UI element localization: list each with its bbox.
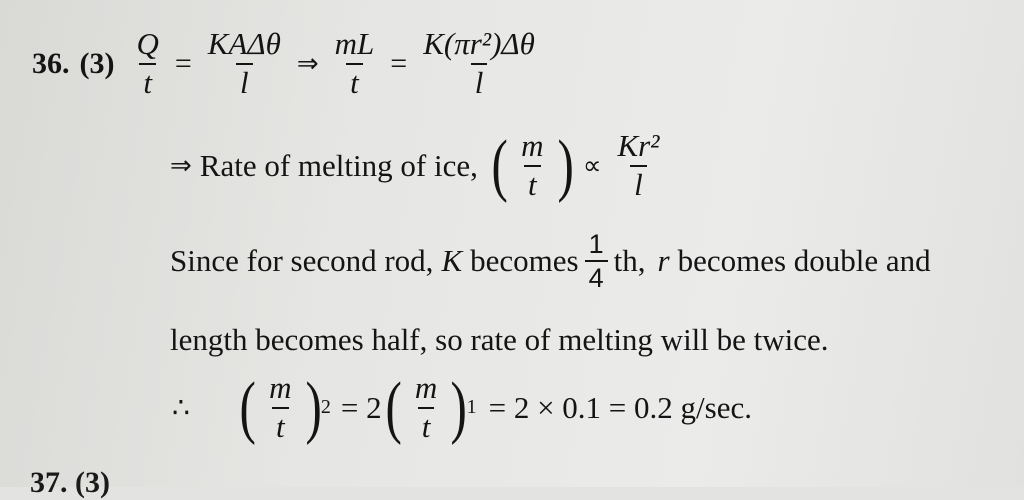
- length-half-text: length becomes half, so rate of melting will be twice.: [170, 322, 829, 357]
- result-text: = 2 × 0.1 = 0.2 g/sec.: [488, 389, 752, 425]
- fraction-kr2-over-l: $\frac{\text{Kr²}}{l}$: [617, 128, 660, 202]
- k-symbol: K: [441, 243, 463, 279]
- equals-sign: =: [174, 46, 192, 80]
- implies-arrow: ⇒: [296, 48, 319, 79]
- proportional-symbol: ∝: [582, 150, 602, 181]
- th-text: th,: [613, 243, 646, 279]
- r-symbol: r: [657, 243, 670, 279]
- equation-line-5: [172, 368, 752, 446]
- text-line-3: [170, 230, 931, 293]
- double-text: becomes double and: [677, 243, 931, 279]
- subscript-1: 1: [466, 396, 477, 419]
- fraction-q-over-t: $\frac{Q}{t}$: [136, 26, 159, 100]
- implies-arrow: ⇒: [170, 150, 192, 181]
- rate-of-melting-text: Rate of melting of ice,: [199, 147, 478, 183]
- answer-option: (3): [79, 46, 115, 80]
- second-rod-text: Since for second rod,: [170, 243, 434, 279]
- fraction-ml-over-t: $\frac{mL}{t}$: [334, 26, 375, 100]
- paren-m-over-t-2: ( $\frac{m}{t}$ ) 2: [239, 368, 331, 446]
- equals-two: = 2: [340, 389, 382, 425]
- next-question-fragment: 37. (3): [30, 466, 110, 499]
- equals-sign: =: [390, 46, 408, 80]
- paren-m-over-t: ( $\frac{m}{t}$ ): [491, 126, 574, 204]
- fraction-kadt-over-l: $\frac{\text{KAΔθ}}{l}$: [207, 26, 281, 100]
- subscript-2: 2: [320, 396, 331, 419]
- text-line-4: [170, 322, 829, 358]
- equation-line-2: [170, 126, 669, 204]
- therefore-symbol: ∴: [172, 391, 190, 425]
- becomes-text: becomes: [470, 243, 579, 279]
- fraction-kpr-over-l: $\frac{\text{K(πr²)Δθ}}{l}$: [423, 26, 535, 100]
- fraction-one-quarter: $\frac{1}{4}$: [585, 230, 608, 293]
- equation-line-1: [32, 28, 545, 99]
- paren-m-over-t-1: ( $\frac{m}{t}$ ) 1: [385, 368, 477, 446]
- question-number: 36.: [32, 46, 70, 80]
